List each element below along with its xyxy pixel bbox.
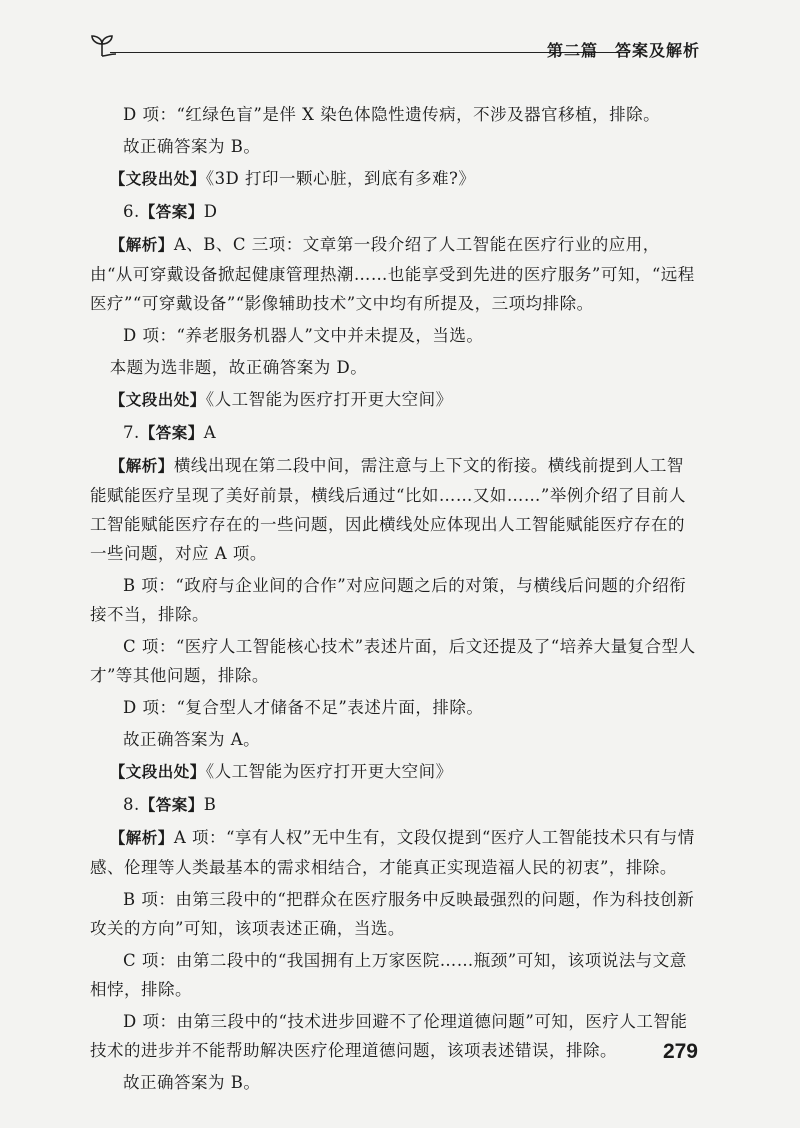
source-line xyxy=(90,385,700,415)
paragraph: C 项：“医疗人工智能核心技术”表述片面，后文还提及了“培养大量复合型人才”等其他问题，排除。 xyxy=(90,637,696,685)
source-tag: 【文段出处】 xyxy=(109,170,206,188)
answer-value: A xyxy=(203,423,217,442)
analysis-paragraph xyxy=(90,230,700,318)
section-title: 第二篇 答案及解析 xyxy=(546,41,700,60)
answer-tag: 【答案】 xyxy=(139,796,204,814)
analysis-tag: 【解析】 xyxy=(109,236,174,254)
paragraph: C 项：由第二段中的“我国拥有上万家医院……瓶颈”可知，该项说法与文意相悖，排除。 xyxy=(90,951,687,999)
paragraph: B 项：“政府与企业间的合作”对应问题之后的对策，与横线后问题的介绍衔接不当，排除。 xyxy=(90,576,687,624)
answer-tag: 【答案】 xyxy=(139,203,204,221)
source-tag: 【文段出处】 xyxy=(109,763,206,781)
paragraph: 故正确答案为 A。 xyxy=(123,730,261,749)
analysis-paragraph xyxy=(90,823,700,882)
analysis-text: A 项：“享有人权”无中生有，文段仅提到“医疗人工智能技术只有与情感、伦理等人类最基本的需求相结合，才能真正实现造福人民的初衷”，排除。 xyxy=(90,828,695,877)
source-line xyxy=(90,757,700,787)
question-number: 8. xyxy=(123,795,140,814)
paragraph: 故正确答案为 B。 xyxy=(123,137,261,156)
question-number: 6. xyxy=(123,202,140,221)
paragraph: B 项：由第三段中的“把群众在医疗服务中反映最强烈的问题，作为科技创新攻关的方向”可知，该项表述正确，当选。 xyxy=(90,890,695,938)
page-number: 279 xyxy=(662,1040,698,1063)
source-title: 《人工智能为医疗打开更大空间》 xyxy=(205,762,453,781)
answer-value: B xyxy=(203,795,217,814)
answer-value: D xyxy=(203,202,218,221)
source-tag: 【文段出处】 xyxy=(109,391,206,409)
answer-content xyxy=(90,100,700,1100)
source-line xyxy=(90,164,700,194)
question-answer xyxy=(90,418,700,448)
analysis-text: 横线出现在第二段中间，需注意与上下文的衔接。横线前提到人工智能赋能医疗呈现了美好前景，横线后通过“比如……又如……”举例介绍了目前人工智能赋能医疗存在的一些问题，因此横线处应体现出人工智能赋能医疗存在的一些问题，对应 A 项。 xyxy=(90,456,686,563)
analysis-text: A、B、C 三项：文章第一段介绍了人工智能在医疗行业的应用，由“从可穿戴设备掀起健康管理热潮……也能享受到先进的医疗服务”可知，“远程医疗”“可穿戴设备”“影像辅助技术”文中均有所提及，三项均排除。 xyxy=(90,235,695,313)
paragraph: D 项：“复合型人才储备不足”表述片面，排除。 xyxy=(123,698,484,717)
analysis-tag: 【解析】 xyxy=(109,457,174,475)
question-number: 7. xyxy=(123,423,140,442)
question-answer xyxy=(90,790,700,820)
paragraph: 本题为选非题，故正确答案为 D。 xyxy=(109,358,368,377)
question-answer xyxy=(90,197,700,227)
running-header xyxy=(88,30,700,70)
paragraph: D 项：“养老服务机器人”文中并未提及，当选。 xyxy=(123,326,484,345)
paragraph: D 项：由第三段中的“技术进步回避不了伦理道德问题”可知，医疗人工智能技术的进步并不能帮助解决医疗伦理道德问题，该项表述错误，排除。 xyxy=(90,1012,688,1060)
analysis-tag: 【解析】 xyxy=(109,829,174,847)
paragraph: 故正确答案为 B。 xyxy=(123,1073,261,1092)
source-title: 《3D 打印一颗心脏，到底有多难?》 xyxy=(205,169,476,188)
analysis-paragraph xyxy=(90,451,700,568)
source-title: 《人工智能为医疗打开更大空间》 xyxy=(205,390,453,409)
sprout-icon xyxy=(88,32,116,60)
paragraph: D 项：“红绿色盲”是伴 X 染色体隐性遗传病，不涉及器官移植，排除。 xyxy=(123,105,661,124)
answer-tag: 【答案】 xyxy=(139,424,204,442)
